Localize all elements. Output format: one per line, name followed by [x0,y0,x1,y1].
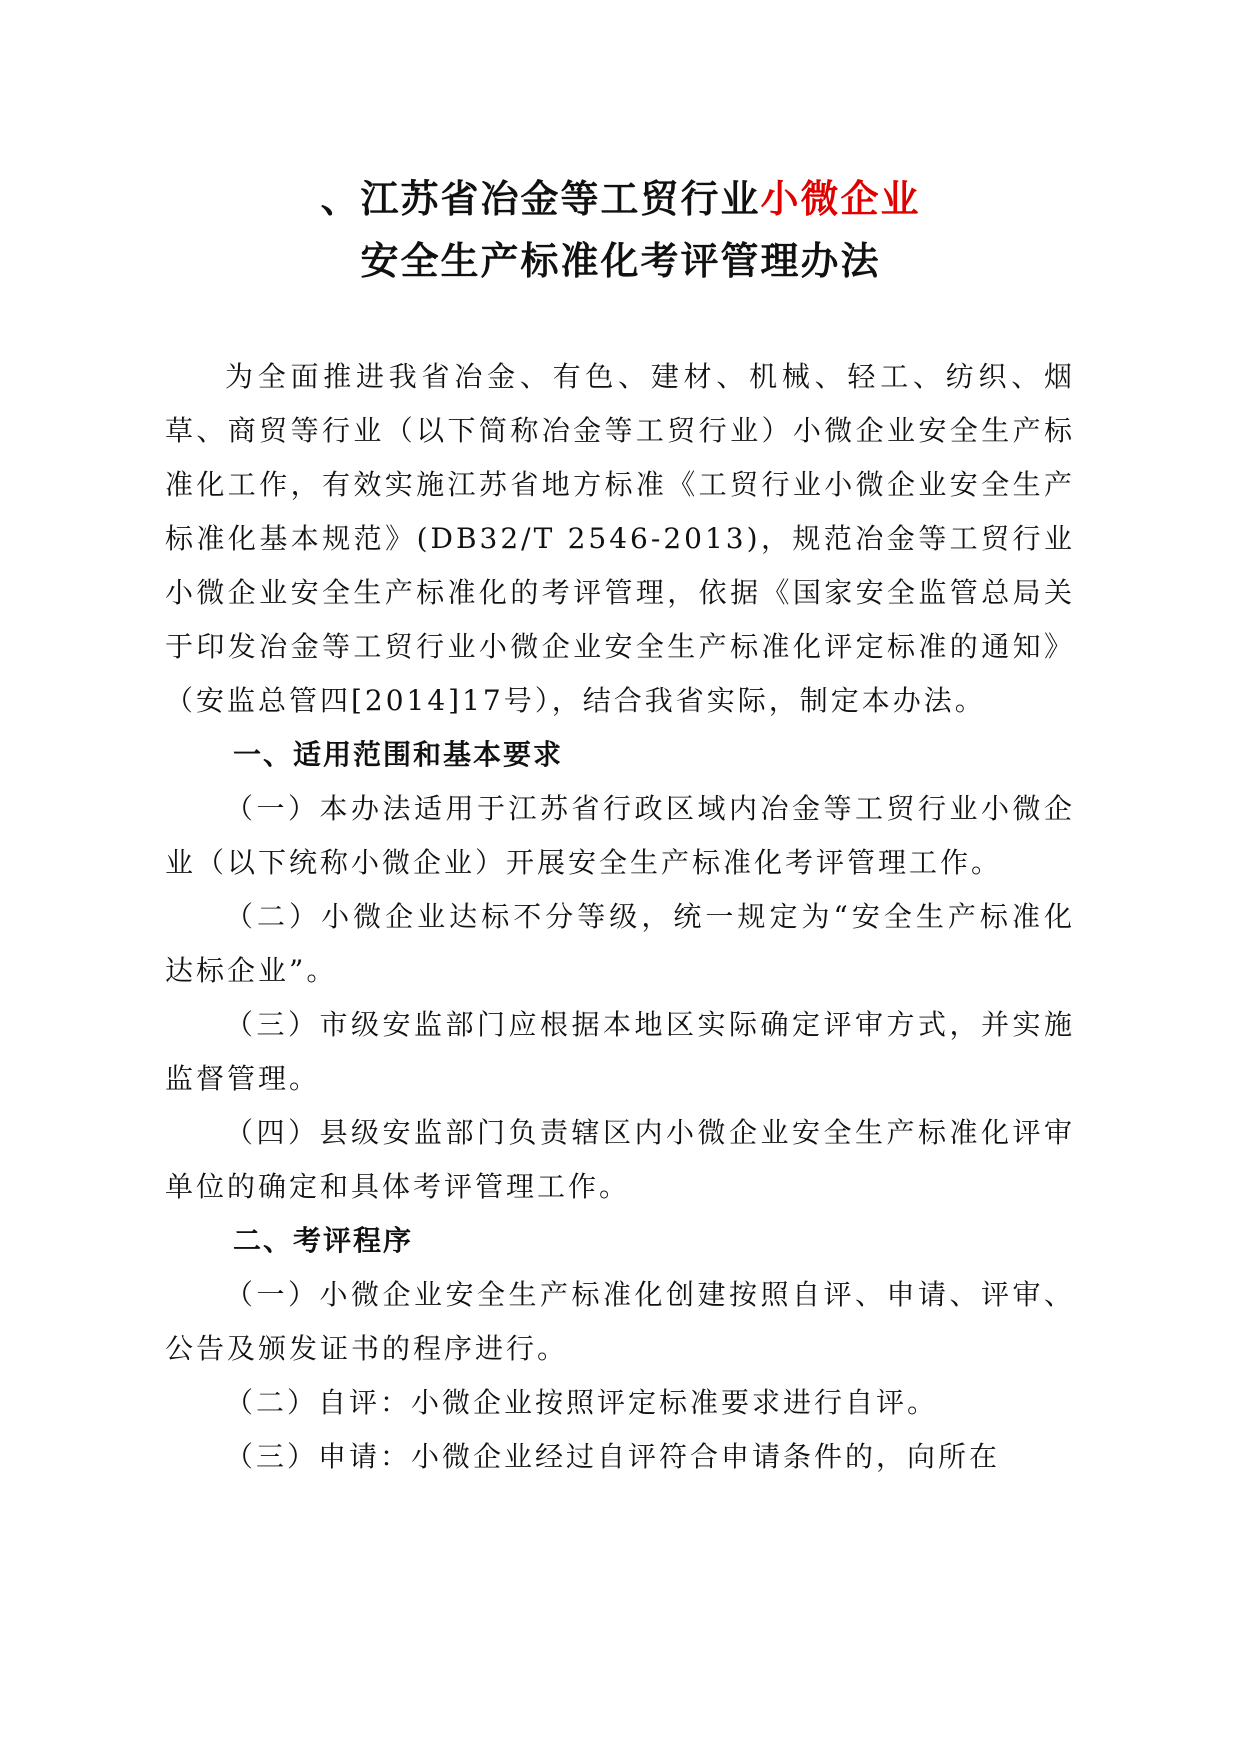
section2-item-2: （二）自评：小微企业按照评定标准要求进行自评。 [225,1386,939,1419]
section2-item-1: （一）小微企业安全生产标准化创建按照自评、申请、评审、公告及颁发证书的程序进行。 [165,1278,1075,1365]
section1-item-1: （一）本办法适用于江苏省行政区域内冶金等工贸行业小微企业（以下统称小微企业）开展安全生产标准化考评管理工作。 [165,792,1075,879]
intro-paragraph: 为全面推进我省冶金、有色、建材、机械、轻工、纺织、烟草、商贸等行业（以下简称冶金等工贸行业）小微企业安全生产标准化工作，有效实施江苏省地方标准《工贸行业小微企业安全生产标准化基本规范》(DB32/T 2546-2013)，规范冶金等工贸行业小微企业安全生产标准化的考评管理，依据《国家安全监管总局关于印发冶金等工贸行业小微企业安全生产标准化评定标准的通知》（安监总管四[2014]17号），结合我省实际，制定本办法。 [165,360,1075,717]
document-body [165,350,1075,1484]
title-prefix: 、江苏省冶金等工贸行业 [320,177,761,221]
section1-item-4: （四）县级安监部门负责辖区内小微企业安全生产标准化评审单位的确定和具体考评管理工作。 [165,1116,1075,1203]
title-line-2: 安全生产标准化考评管理办法 [360,239,881,283]
section1-item-3: （三）市级安监部门应根据本地区实际确定评审方式，并实施监督管理。 [165,1008,1075,1095]
title-line-1 [0,168,1241,230]
section-heading-2: 二、考评程序 [233,1224,414,1257]
section1-item-2: （二）小微企业达标不分等级，统一规定为“安全生产标准化达标企业”。 [165,900,1075,987]
title-highlight: 小微企业 [760,177,921,221]
section-heading-1: 一、适用范围和基本要求 [233,738,564,771]
section2-item-3: （三）申请：小微企业经过自评符合申请条件的，向所在 [225,1440,1001,1473]
document-title [0,168,1241,292]
